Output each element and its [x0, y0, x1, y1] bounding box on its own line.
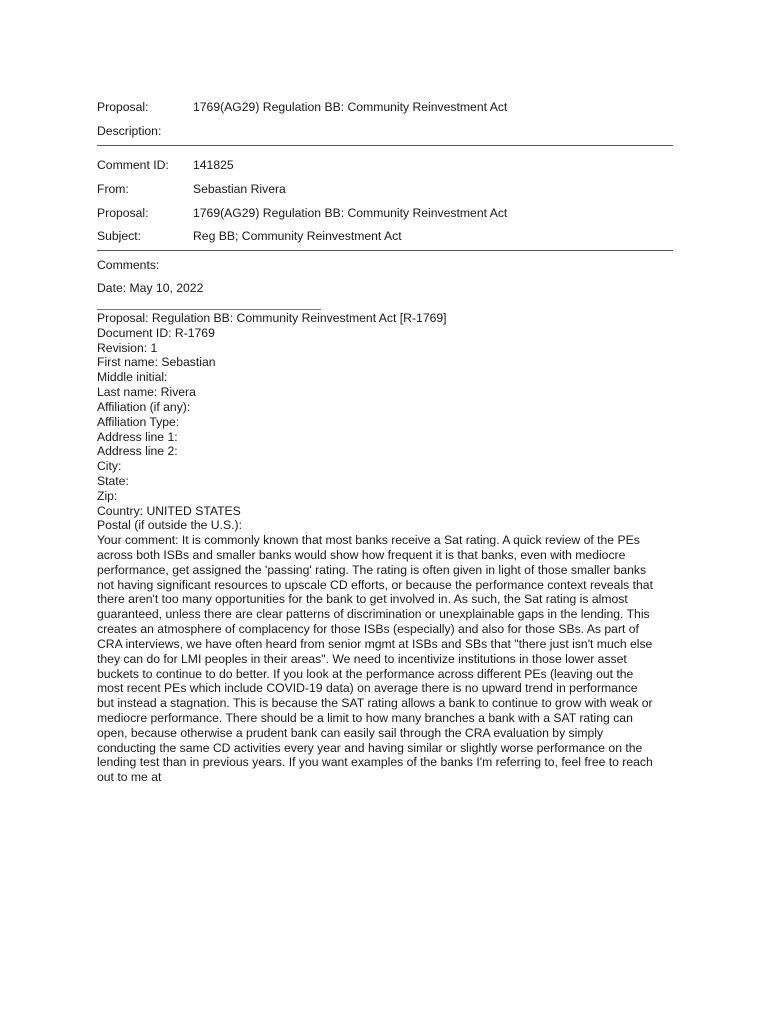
comment-body-line: most recent PEs which include COVID-19 data) on average there is no upward trend in performance [97, 681, 638, 696]
field-line: Proposal: Regulation BB: Community Reinvestment Act [R-1769] [97, 311, 447, 325]
comment-body-line: guaranteed, unless there are clear patterns of discrimination or unexplainable gaps in the lending. This [97, 607, 650, 622]
field-line: City: [97, 459, 122, 474]
signature-rule [97, 309, 321, 310]
meta-proposal-label: Proposal: [97, 206, 149, 220]
field-line: Revision: 1 [97, 340, 158, 355]
subject-label: Subject: [97, 229, 142, 243]
comments-label: Comments: [97, 258, 160, 272]
field-line: Country: UNITED STATES [97, 503, 241, 518]
field-line: State: [97, 473, 129, 488]
comment-body-line: but instead a stagnation. This is because the SAT rating allows a bank to continue to grow with weak or [97, 696, 653, 711]
comment-body-line: mediocre performance. There should be a limit to how many branches a bank with a SAT rating can [97, 710, 633, 725]
comment-fields [97, 311, 675, 785]
field-line: Last name: Rivera [97, 385, 196, 400]
comment-body-line: there aren't too many opportunities for the bank to get involved in. As such, the Sat rating is almost [97, 592, 628, 607]
comment-body-line: out to me at [97, 770, 162, 785]
comment-id-label: Comment ID: [97, 158, 169, 172]
field-line: First name: Sebastian [97, 355, 216, 370]
comment-body-line: Your comment: It is commonly known that most banks receive a Sat rating. A quick review of the PEs [97, 533, 640, 548]
proposal-value: 1769(AG29) Regulation BB: Community Reinvestment Act [193, 100, 508, 114]
from-label: From: [97, 182, 129, 196]
comment-body-line: across both ISBs and smaller banks would show how frequent it is that banks, even with mediocre [97, 548, 626, 562]
comment-date: Date: May 10, 2022 [97, 281, 204, 295]
comment-body-line: lending test than in previous years. If you want examples of the banks I'm referring to, feel free to reach [97, 755, 653, 770]
description-label: Description: [97, 124, 162, 138]
subject-value: Reg BB; Community Reinvestment Act [193, 229, 402, 243]
field-line: Middle initial: [97, 370, 168, 385]
divider [97, 250, 673, 251]
field-line: Address line 2: [97, 444, 178, 459]
field-line: Address line 1: [97, 429, 178, 444]
field-line: Affiliation (if any): [97, 399, 191, 414]
comment-body-line: not having significant resources to upscale CD efforts, or because the performance context reveals that [97, 577, 653, 592]
proposal-label: Proposal: [97, 100, 149, 114]
comment-body-line: performance, get assigned the 'passing' rating. The rating is often given in light of those smaller banks [97, 562, 647, 577]
meta-proposal-value: 1769(AG29) Regulation BB: Community Reinvestment Act [193, 206, 508, 220]
comment-body-line: they can do for LMI peoples in their areas". We need to incentivize institutions in those lower asset [97, 651, 627, 666]
comment-body-line: CRA interviews, we have often heard from senior mgmt at ISBs and SBs that "there just isn't much else [97, 636, 653, 651]
divider [97, 145, 673, 146]
comment-id-value: 141825 [193, 158, 234, 172]
comment-body-line: buckets to continue to do better. If you look at the performance across different PEs (leaving out the [97, 666, 634, 681]
field-line: Affiliation Type: [97, 414, 180, 429]
field-line: Postal (if outside the U.S.): [97, 518, 242, 533]
field-line: Document ID: R-1769 [97, 325, 215, 340]
field-line: Zip: [97, 488, 118, 503]
from-value: Sebastian Rivera [193, 182, 286, 196]
comment-body-line: conducting the same CD activities every year and having similar or slightly worse performance on the [97, 740, 643, 755]
comment-body-line: open, because otherwise a prudent bank can easily sail through the CRA evaluation by simply [97, 725, 604, 740]
comment-body-line: creates an atmosphere of complacency for those ISBs (especially) and also for those SBs. As part of [97, 622, 639, 637]
